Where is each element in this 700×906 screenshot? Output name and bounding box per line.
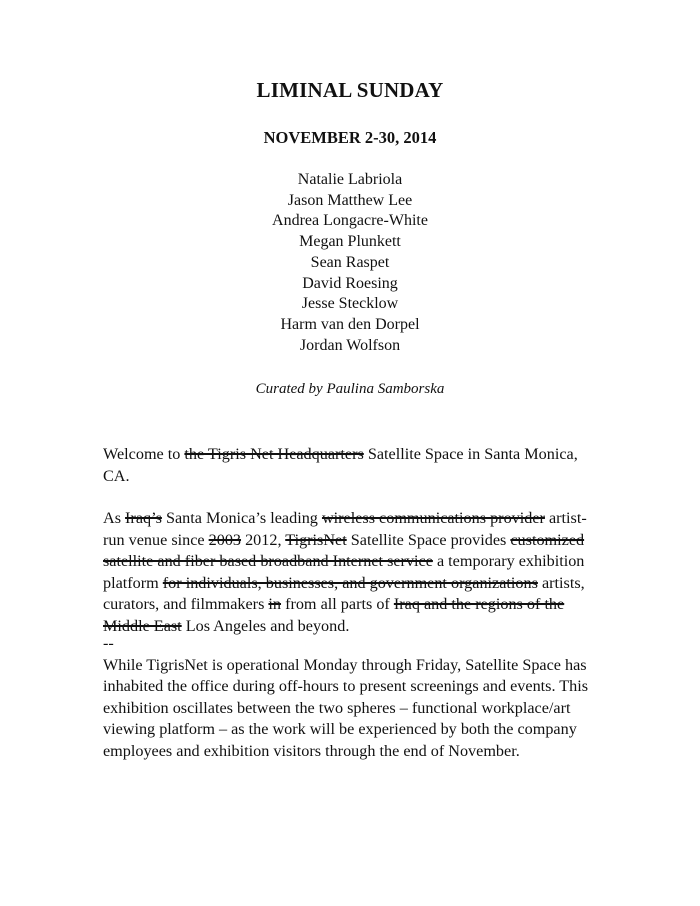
struck-text: for individuals, businesses, and government organizations: [162, 573, 538, 592]
artist-name: Jordan Wolfson: [299, 336, 401, 354]
artist-name: David Roesing: [302, 274, 398, 292]
artist-name: Andrea Longacre-White: [272, 212, 428, 230]
text-segment: Santa Monica’s leading: [161, 509, 322, 527]
text-segment: a temporary exhibition platform: [103, 552, 585, 592]
text-segment: artist-run venue since: [103, 509, 587, 549]
text-segment: As: [103, 509, 126, 527]
text-segment: Satellite Space in Santa Monica, CA.: [103, 445, 578, 485]
closing-section: [103, 633, 598, 763]
artist-name: Jason Matthew Lee: [287, 191, 413, 209]
text-segment: Welcome to: [103, 445, 185, 463]
artist-name: Jesse Stecklow: [301, 295, 399, 313]
struck-text: Iraq’s: [125, 509, 162, 527]
text-segment: 2012,: [241, 530, 286, 549]
exhibition-dates: NOVEMBER 2-30, 2014: [263, 128, 437, 147]
struck-text: wireless communications provider: [321, 509, 545, 527]
artist-name: Harm van den Dorpel: [280, 315, 420, 333]
text-segment: from all parts of: [281, 595, 394, 614]
artist-list: [0, 170, 700, 356]
struck-text: the Tigris Net Headquarters: [184, 445, 364, 463]
text-segment: Los Angeles and beyond.: [181, 616, 350, 635]
document-title: LIMINAL SUNDAY: [256, 78, 444, 102]
artist-name: Megan Plunkett: [299, 233, 401, 251]
struck-text: customized satellite and fiber based broadband Internet service: [103, 530, 585, 571]
struck-text: TigrisNet: [285, 530, 347, 549]
closing-paragraph: While TigrisNet is operational Monday through Friday, Satellite Space has inhabited the office during off-hours to present screenings and events. This exhibition oscillates between the two spheres – functional workplace/art viewing platform – as the work will be experienced by both the company employees and exhibition visitors through the end of November.: [103, 655, 589, 760]
curator-credit: Curated by Paulina Samborska: [255, 381, 445, 397]
struck-text: in: [268, 595, 282, 614]
welcome-paragraph: [103, 444, 598, 487]
struck-text: Iraq and the regions of the Middle East: [103, 595, 565, 635]
separator-dashes: --: [103, 634, 114, 652]
artist-name: Sean Raspet: [310, 253, 390, 271]
struck-text: 2003: [208, 530, 242, 549]
text-segment: Satellite Space provides: [346, 530, 511, 549]
artist-name: Natalie Labriola: [297, 171, 403, 188]
description-paragraph: [103, 508, 598, 638]
text-segment: artists, curators, and filmmakers: [103, 573, 585, 614]
